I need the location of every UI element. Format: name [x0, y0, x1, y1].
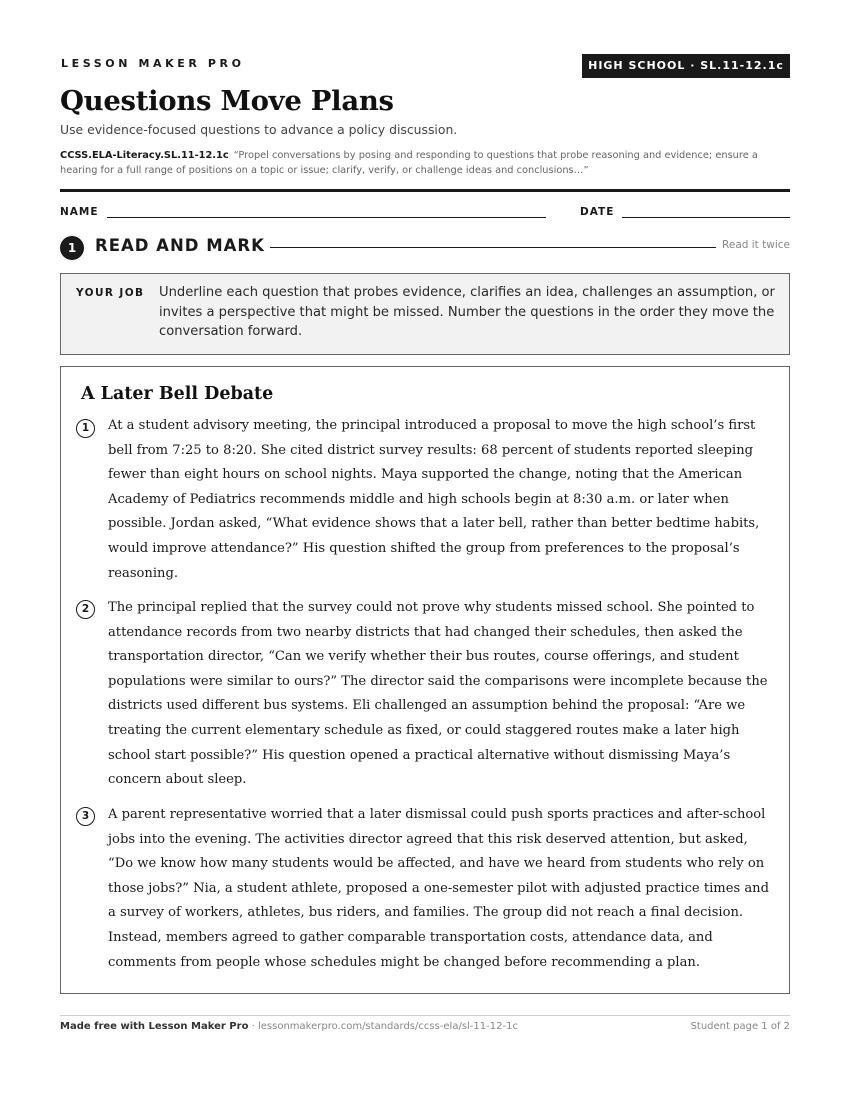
reading-passage [60, 366, 790, 994]
passage-paragraph: The principal replied that the survey could not prove why students missed school. She pointed to attendance records from two nearby districts that had changed their schedules, then asked the transportation director, “Can we verify whether their bus routes, course offerings, and student populations were similar to ours?” The director said the comparisons were incomplete because the districts used different bus systems. Eli challenged an assumption behind the proposal: “Are we treating the current elementary schedule as fixed, or could staggered routes make a later high school start possible?” His question opened a practical alternative without dismissing Maya’s concern about sleep. [108, 600, 768, 788]
grade-standard-badge: HIGH SCHOOL · SL.11-12.1c [582, 54, 790, 78]
standard-code: CCSS.ELA-Literacy.SL.11-12.1c [60, 150, 229, 161]
paragraph-number: 1 [76, 419, 95, 438]
passage-paragraph: A parent representative worried that a later dismissal could push sports practices and after-school jobs into the evening. The activities director agreed that this risk deserved attention, but asked, “Do we know how many students would be affected, and have we heard from students who rely on those jobs?” Nia, a student athlete, proposed a one-semester pilot with adjusted practice times and a survey of workers, athletes, bus riders, and families. The group did not reach a final decision. Instead, members agreed to gather comparable transportation costs, attendance data, and comments from people whose schedules might be changed before recommending a plan. [108, 807, 769, 970]
passage-paragraph: At a student advisory meeting, the principal introduced a proposal to move the high school’s first bell from 7:25 to 8:20. She cited district survey results: 68 percent of students reported sleeping fewer than eight hours on school nights. Maya supported the change, noting that the American Academy of Pediatrics recommends middle and high schools begin at 8:30 a.m. or later when possible. Jordan asked, “What evidence shows that a later bell, rather than better bedtime habits, would improve attendance?” His question shifted the group from preferences to the proposal’s reasoning. [108, 418, 760, 581]
footer-made-with: Made free with Lesson Maker Pro [60, 1021, 249, 1032]
instructions-text: Underline each question that probes evidence, clarifies an idea, challenges an assumption, or invites a perspective that might be missed. Number the questions in the order they move the conversation forward. [159, 285, 775, 339]
date-label: DATE [580, 206, 615, 218]
standard-quote: “Propel conversations by posing and responding to questions that probe reasoning and evidence; ensure a hearing for a full range of positions on a topic or issue; clarify, verify, or challenge ideas and conclusions…” [60, 150, 758, 176]
instructions-label: YOUR JOB [76, 287, 145, 299]
name-field[interactable] [107, 217, 546, 218]
footer-url[interactable]: · lessonmakerpro.com/standards/ccss-ela/sl-11-12-1c [248, 1021, 518, 1032]
date-field[interactable] [622, 217, 790, 218]
paragraph-number: 3 [76, 807, 95, 826]
standard-statement [60, 148, 790, 178]
header-divider [60, 189, 790, 192]
paragraph-number: 2 [76, 600, 95, 619]
page-subtitle: Use evidence-focused questions to advance a policy discussion. [60, 122, 458, 137]
section-note: Read it twice [722, 239, 790, 251]
footer-page-number: Student page 1 of 2 [690, 1021, 790, 1032]
page-title: Questions Move Plans [60, 85, 394, 117]
name-label: NAME [60, 206, 99, 218]
brand-name: LESSON MAKER PRO [61, 57, 245, 70]
section-title: READ AND MARK [95, 236, 265, 255]
instructions-box [60, 273, 790, 355]
footer-credit [60, 1021, 518, 1032]
section-number-badge: 1 [60, 236, 84, 260]
footer-divider [60, 1015, 790, 1016]
passage-title: A Later Bell Debate [81, 384, 274, 404]
section-divider [270, 247, 716, 248]
